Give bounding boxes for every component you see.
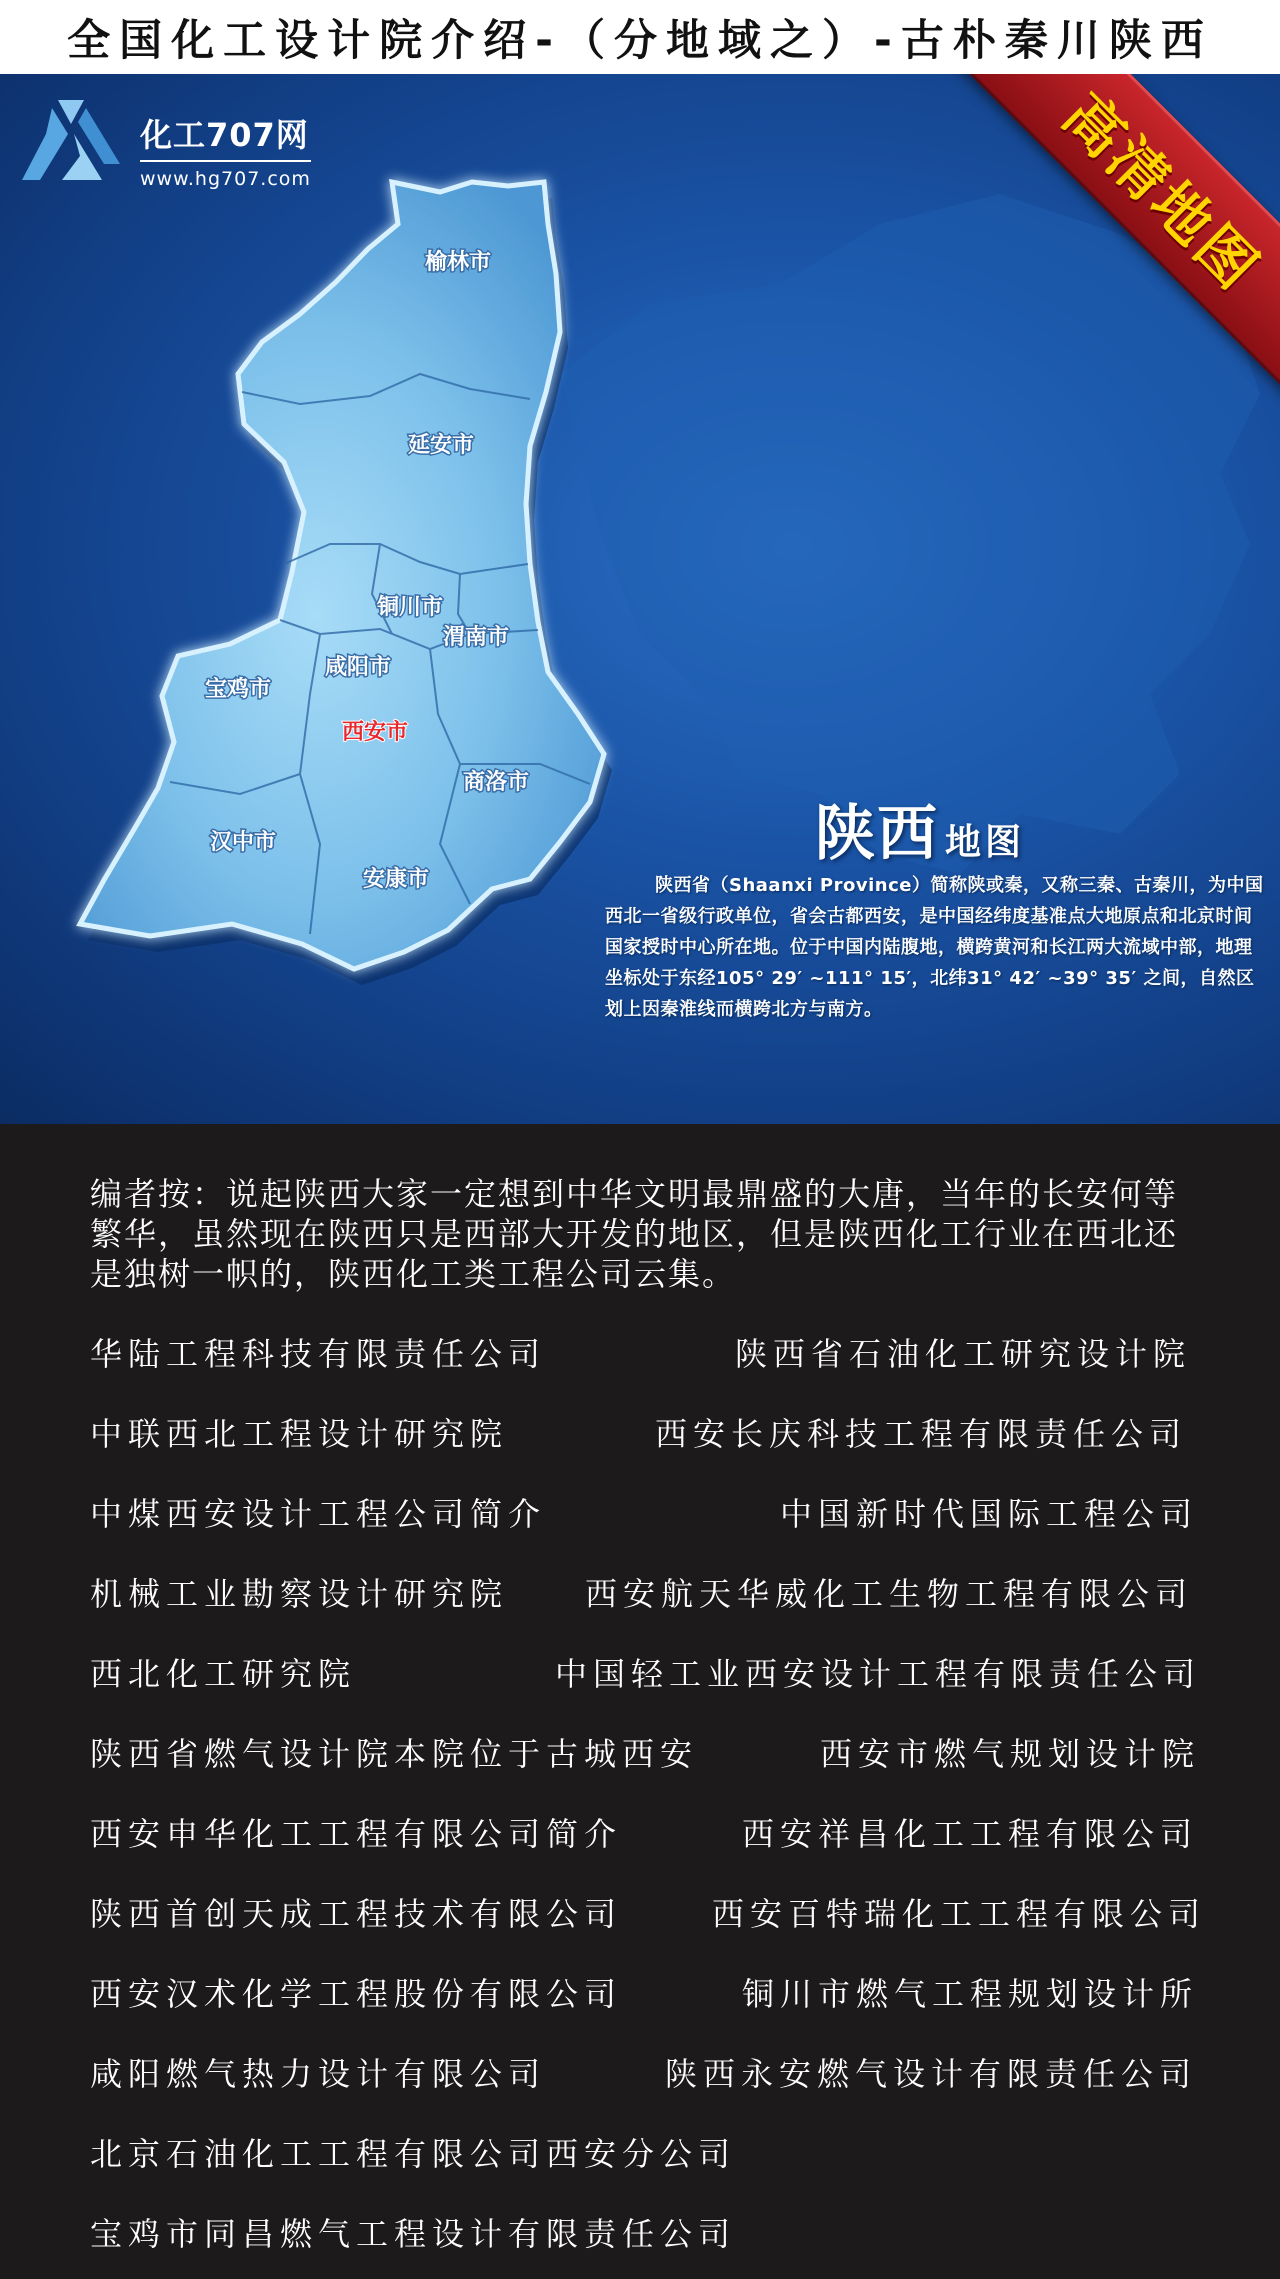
company-name: 西安航天华威化工生物工程有限公司 [585,1575,1194,1613]
company-name: 宝鸡市同昌燃气工程设计有限责任公司 [90,2215,737,2253]
company-name: 华陆工程科技有限责任公司 [90,1335,547,1373]
site-logo [140,110,311,190]
map-title-main: 陕西 [815,799,939,869]
map-banner [0,74,1280,1124]
company-row [0,1489,1280,1539]
company-row [0,1649,1280,1699]
company-name: 西北化工研究院 [90,1655,357,1693]
ribbon-text: 高清地图 [1049,80,1274,305]
company-name: 陕西省燃气设计院本院位于古城西安 [90,1735,699,1773]
city-tongchuan: 铜川市 [377,595,444,620]
site-name: 化工707网 [140,110,311,162]
company-row [0,1889,1280,1939]
shaanxi-province [80,182,604,969]
company-row [0,1569,1280,1619]
company-name: 陕西首创天成工程技术有限公司 [90,1895,623,1933]
city-xianyang: 咸阳市 [325,655,392,680]
company-name: 机械工业勘察设计研究院 [90,1575,509,1613]
editor-note: 编者按：说起陕西大家一定想到中华文明最鼎盛的大唐，当年的长安何等繁华，虽然现在陕西只是西部大开发的地区，但是陕西化工行业在西北还是独树一帜的，陕西化工类工程公司云集。 [90,1175,1179,1293]
company-name: 陕西永安燃气设计有限责任公司 [665,2055,1198,2093]
company-row [0,2209,1280,2259]
city-yulin: 榆林市 [425,250,492,275]
city-weinan: 渭南市 [443,625,510,650]
city-hanzhong: 汉中市 [210,830,277,855]
city-yanan: 延安市 [408,433,475,458]
company-row [0,2129,1280,2179]
company-name: 西安汉术化学工程股份有限公司 [90,1975,623,2013]
company-row [0,1409,1280,1459]
company-name: 西安长庆科技工程有限责任公司 [655,1415,1188,1453]
city-xian: 西安市 [342,720,409,745]
company-name: 中煤西安设计工程公司简介 [90,1495,547,1533]
company-name: 铜川市燃气工程规划设计所 [742,1975,1199,2013]
company-row [0,2049,1280,2099]
company-row [0,1809,1280,1859]
company-name: 咸阳燃气热力设计有限公司 [90,2055,547,2093]
company-name: 西安祥昌化工工程有限公司 [742,1815,1199,1853]
company-name: 西安百特瑞化工工程有限公司 [712,1895,1207,1933]
province-description: 陕西省（Shaanxi Province）简称陕或秦，又称三秦、古秦川，为中国西北一省级行政单位，省会古都西安，是中国经纬度基准点大地原点和北京时间国家授时中心所在地。位于中国内陆腹地，横跨黄河和长江两大流域中部，地理坐标处于东经105° 29′ ~111° 15′，北纬31° 42′ ~39° 35′ 之间，自然区划上因秦淮线而横跨北方与南方。 [605,875,1264,1020]
company-name: 西安申华化工工程有限公司简介 [90,1815,623,1853]
site-url: www.hg707.com [140,168,311,190]
page-header [0,0,1280,75]
city-ankang: 安康市 [363,867,430,892]
company-name: 中国轻工业西安设计工程有限责任公司 [555,1655,1202,1693]
china-silhouette [560,194,1260,874]
company-row [0,1969,1280,2019]
company-name: 陕西省石油化工研究设计院 [735,1335,1192,1373]
company-row [0,1329,1280,1379]
company-row [0,1729,1280,1779]
map-title [815,786,1025,872]
company-name: 中联西北工程设计研究院 [90,1415,509,1453]
page-title: 全国化工设计院介绍-（分地域之）-古朴秦川陕西 [67,15,1213,66]
company-name: 北京石油化工工程有限公司西安分公司 [90,2135,737,2173]
city-baoji: 宝鸡市 [205,677,272,702]
map-title-sub: 地图 [945,822,1026,863]
company-name: 中国新时代国际工程公司 [780,1495,1199,1533]
company-name: 西安市燃气规划设计院 [820,1735,1201,1773]
logo-icon [22,100,120,194]
company-info-section [0,1124,1280,2279]
city-shangluo: 商洛市 [463,770,530,795]
